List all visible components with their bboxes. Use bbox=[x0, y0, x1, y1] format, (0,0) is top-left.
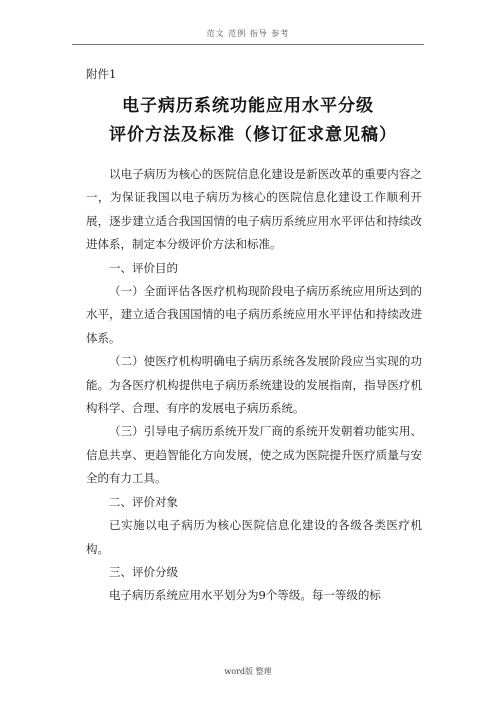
document-body bbox=[86, 163, 422, 608]
section-heading-grading: 三、评价分级 bbox=[109, 564, 178, 579]
page-footer: word版 整理 bbox=[224, 667, 272, 676]
section-heading-purpose: 一、评价目的 bbox=[109, 260, 178, 275]
target-paragraph: 已实施以电子病历为核心医院信息化建设的各级各类医疗机构。 bbox=[86, 518, 422, 556]
purpose-item-3: （三）引导电子病历系统开发厂商的系统开发朝着功能实用、信息共享、更趋智能化方向发展，使之成为医院提升医疗质量与安全的有力工具。 bbox=[86, 424, 422, 486]
header-divider bbox=[72, 44, 424, 45]
document-title-line-2: 评价方法及标准（修订征求意见稿） bbox=[109, 125, 397, 145]
document-title-line-1: 电子病历系统功能应用水平分级 bbox=[122, 96, 374, 116]
purpose-item-2: （二）使医疗机构明确电子病历系统各发展阶段应当实现的功能。为各医疗机构提供电子病历系统建设的发展指南，指导医疗机构科学、合理、有序的发展电子病历系统。 bbox=[86, 354, 422, 416]
attachment-label: 附件1 bbox=[86, 67, 117, 81]
grading-paragraph: 电子病历系统应用水平划分为9个等级。每一等级的标 bbox=[109, 588, 381, 603]
purpose-item-1: （一）全面评估各医疗机构现阶段电子病历系统应用所达到的水平，建立适合我国国情的电子病历系统应用水平评估和持续改进体系。 bbox=[86, 284, 422, 345]
page-header: 范文 范例 指导 参考 bbox=[206, 29, 290, 38]
section-heading-target: 二、评价对象 bbox=[109, 494, 178, 509]
intro-paragraph: 以电子病历为核心的医院信息化建设是新医改革的重要内容之一，为保证我国以电子病历为核心的医院信息化建设工作顺利开展，逐步建立适合我国国情的电子病历系统应用水平评估和持续改进体系，制定本分级评价方法和标准。 bbox=[86, 167, 422, 252]
